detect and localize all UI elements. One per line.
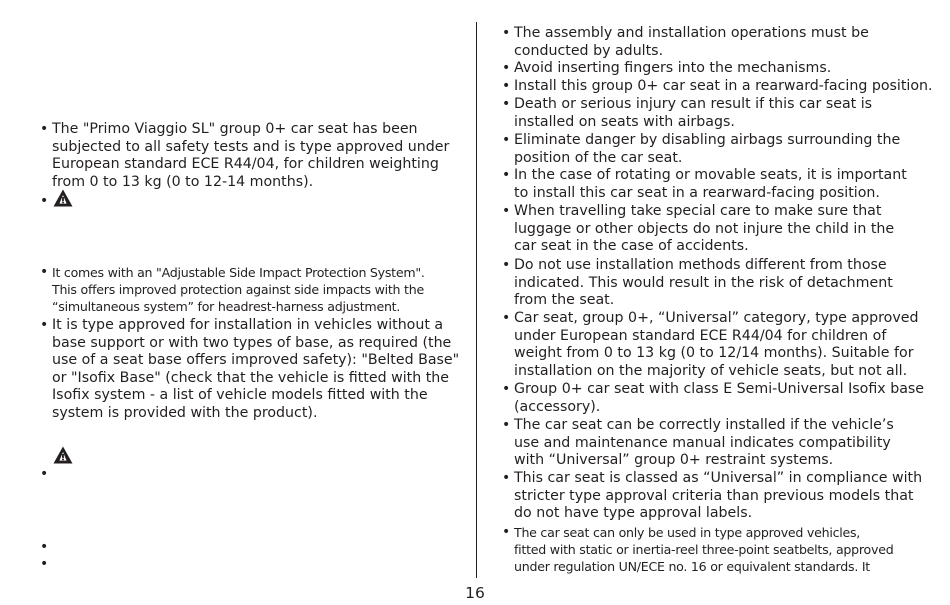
bullet: • xyxy=(40,193,49,209)
list-item xyxy=(502,310,937,380)
list-item-text: It is type approved for installation in vehicles without a base support or with two types of base, as required (the use of a seat base offers improved safety): "Belted Base" or "Isofix Base" (check that the vehicle is fitted with the Isofix system - a list of vehicle models fitted with the system is provided with the product). xyxy=(52,317,460,421)
list-item-text: It comes with an "Adjustable Side Impact Protection System". This offers improved protection against side impacts with the “simultaneous system” for headrest-harness adjustment. xyxy=(52,265,425,314)
list-item xyxy=(502,132,932,167)
list-item-text: The car seat can only be used in type approved vehicles, fitted with static or inertia-reel three-point seatbelts, approved under regulation UN/ECE no. 16 or equivalent standards. It xyxy=(514,525,894,574)
bullet: • xyxy=(502,310,511,326)
list-item xyxy=(502,25,932,60)
list-item xyxy=(502,381,937,416)
column-divider xyxy=(476,22,477,578)
page-number: 16 xyxy=(465,584,485,602)
list-item-text: When travelling take special care to make sure that luggage or other objects do not injure the child in the car seat in the case of accidents. xyxy=(514,203,895,254)
bullet: • xyxy=(502,96,511,112)
list-item xyxy=(502,257,932,310)
list-item-text: Death or serious injury can result if this car seat is installed on seats with airbags. xyxy=(514,96,873,130)
warning-triangle-icon xyxy=(53,189,73,207)
warning-triangle-icon xyxy=(53,446,73,464)
list-item-text: The car seat can be correctly installed if the vehicle’s use and maintenance manual indicates compatibility with “Universal” group 0+ restraint systems. xyxy=(514,417,894,468)
list-item-text: In the case of rotating or movable seats, it is important to install this car seat in a rearward-facing position. xyxy=(514,167,907,201)
list-item-text: This car seat is classed as “Universal” in compliance with stricter type approval criteria than previous models that do not have type approval labels. xyxy=(514,470,923,521)
list-item xyxy=(40,317,465,423)
bullet: • xyxy=(502,60,511,76)
bullet: • xyxy=(502,203,511,219)
list-item xyxy=(502,60,932,78)
list-item-text: Avoid inserting fingers into the mechanisms. xyxy=(514,60,832,76)
list-item xyxy=(40,264,470,316)
list-item xyxy=(502,524,937,576)
list-item xyxy=(40,121,465,193)
bullet: • xyxy=(40,539,49,555)
list-item xyxy=(502,96,932,131)
list-item xyxy=(502,417,932,470)
list-item xyxy=(502,203,932,256)
list-item-text: Eliminate danger by disabling airbags surrounding the position of the car seat. xyxy=(514,132,901,166)
bullet: • xyxy=(502,470,511,486)
list-item-text: Group 0+ car seat with class E Semi-Universal Isofix base (accessory). xyxy=(514,381,925,415)
bullet: • xyxy=(40,121,49,137)
bullet: • xyxy=(40,466,49,482)
bullet: • xyxy=(502,78,511,94)
list-item-text: The assembly and installation operations must be conducted by adults. xyxy=(514,25,869,59)
list-item-text: Install this group 0+ car seat in a rearward-facing position. xyxy=(514,78,933,94)
list-item xyxy=(502,470,932,523)
list-item-text: The "Primo Viaggio SL" group 0+ car seat has been subjected to all safety tests and is type approved under European standard ECE R44/04, for children weighting from 0 to 13 kg (0 to 12-14 months). xyxy=(52,121,450,190)
list-item-text: Car seat, group 0+, “Universal” category, type approved under European standard ECE R44/04 for children of weight from 0 to 13 kg (0 to 12/14 months). Suitable for installation on the majority of vehicle seats, but not all. xyxy=(514,310,919,379)
bullet: • xyxy=(502,524,511,540)
list-item-text: Do not use installation methods different from those indicated. This would result in the risk of detachment from the seat. xyxy=(514,257,893,308)
bullet: • xyxy=(502,257,511,273)
bullet: • xyxy=(502,132,511,148)
list-item xyxy=(502,78,932,96)
bullet: • xyxy=(502,167,511,183)
bullet: • xyxy=(40,317,49,333)
bullet: • xyxy=(502,417,511,433)
bullet: • xyxy=(502,25,511,41)
bullet: • xyxy=(502,381,511,397)
bullet: • xyxy=(40,556,49,572)
bullet: • xyxy=(40,264,49,280)
list-item xyxy=(502,167,932,202)
